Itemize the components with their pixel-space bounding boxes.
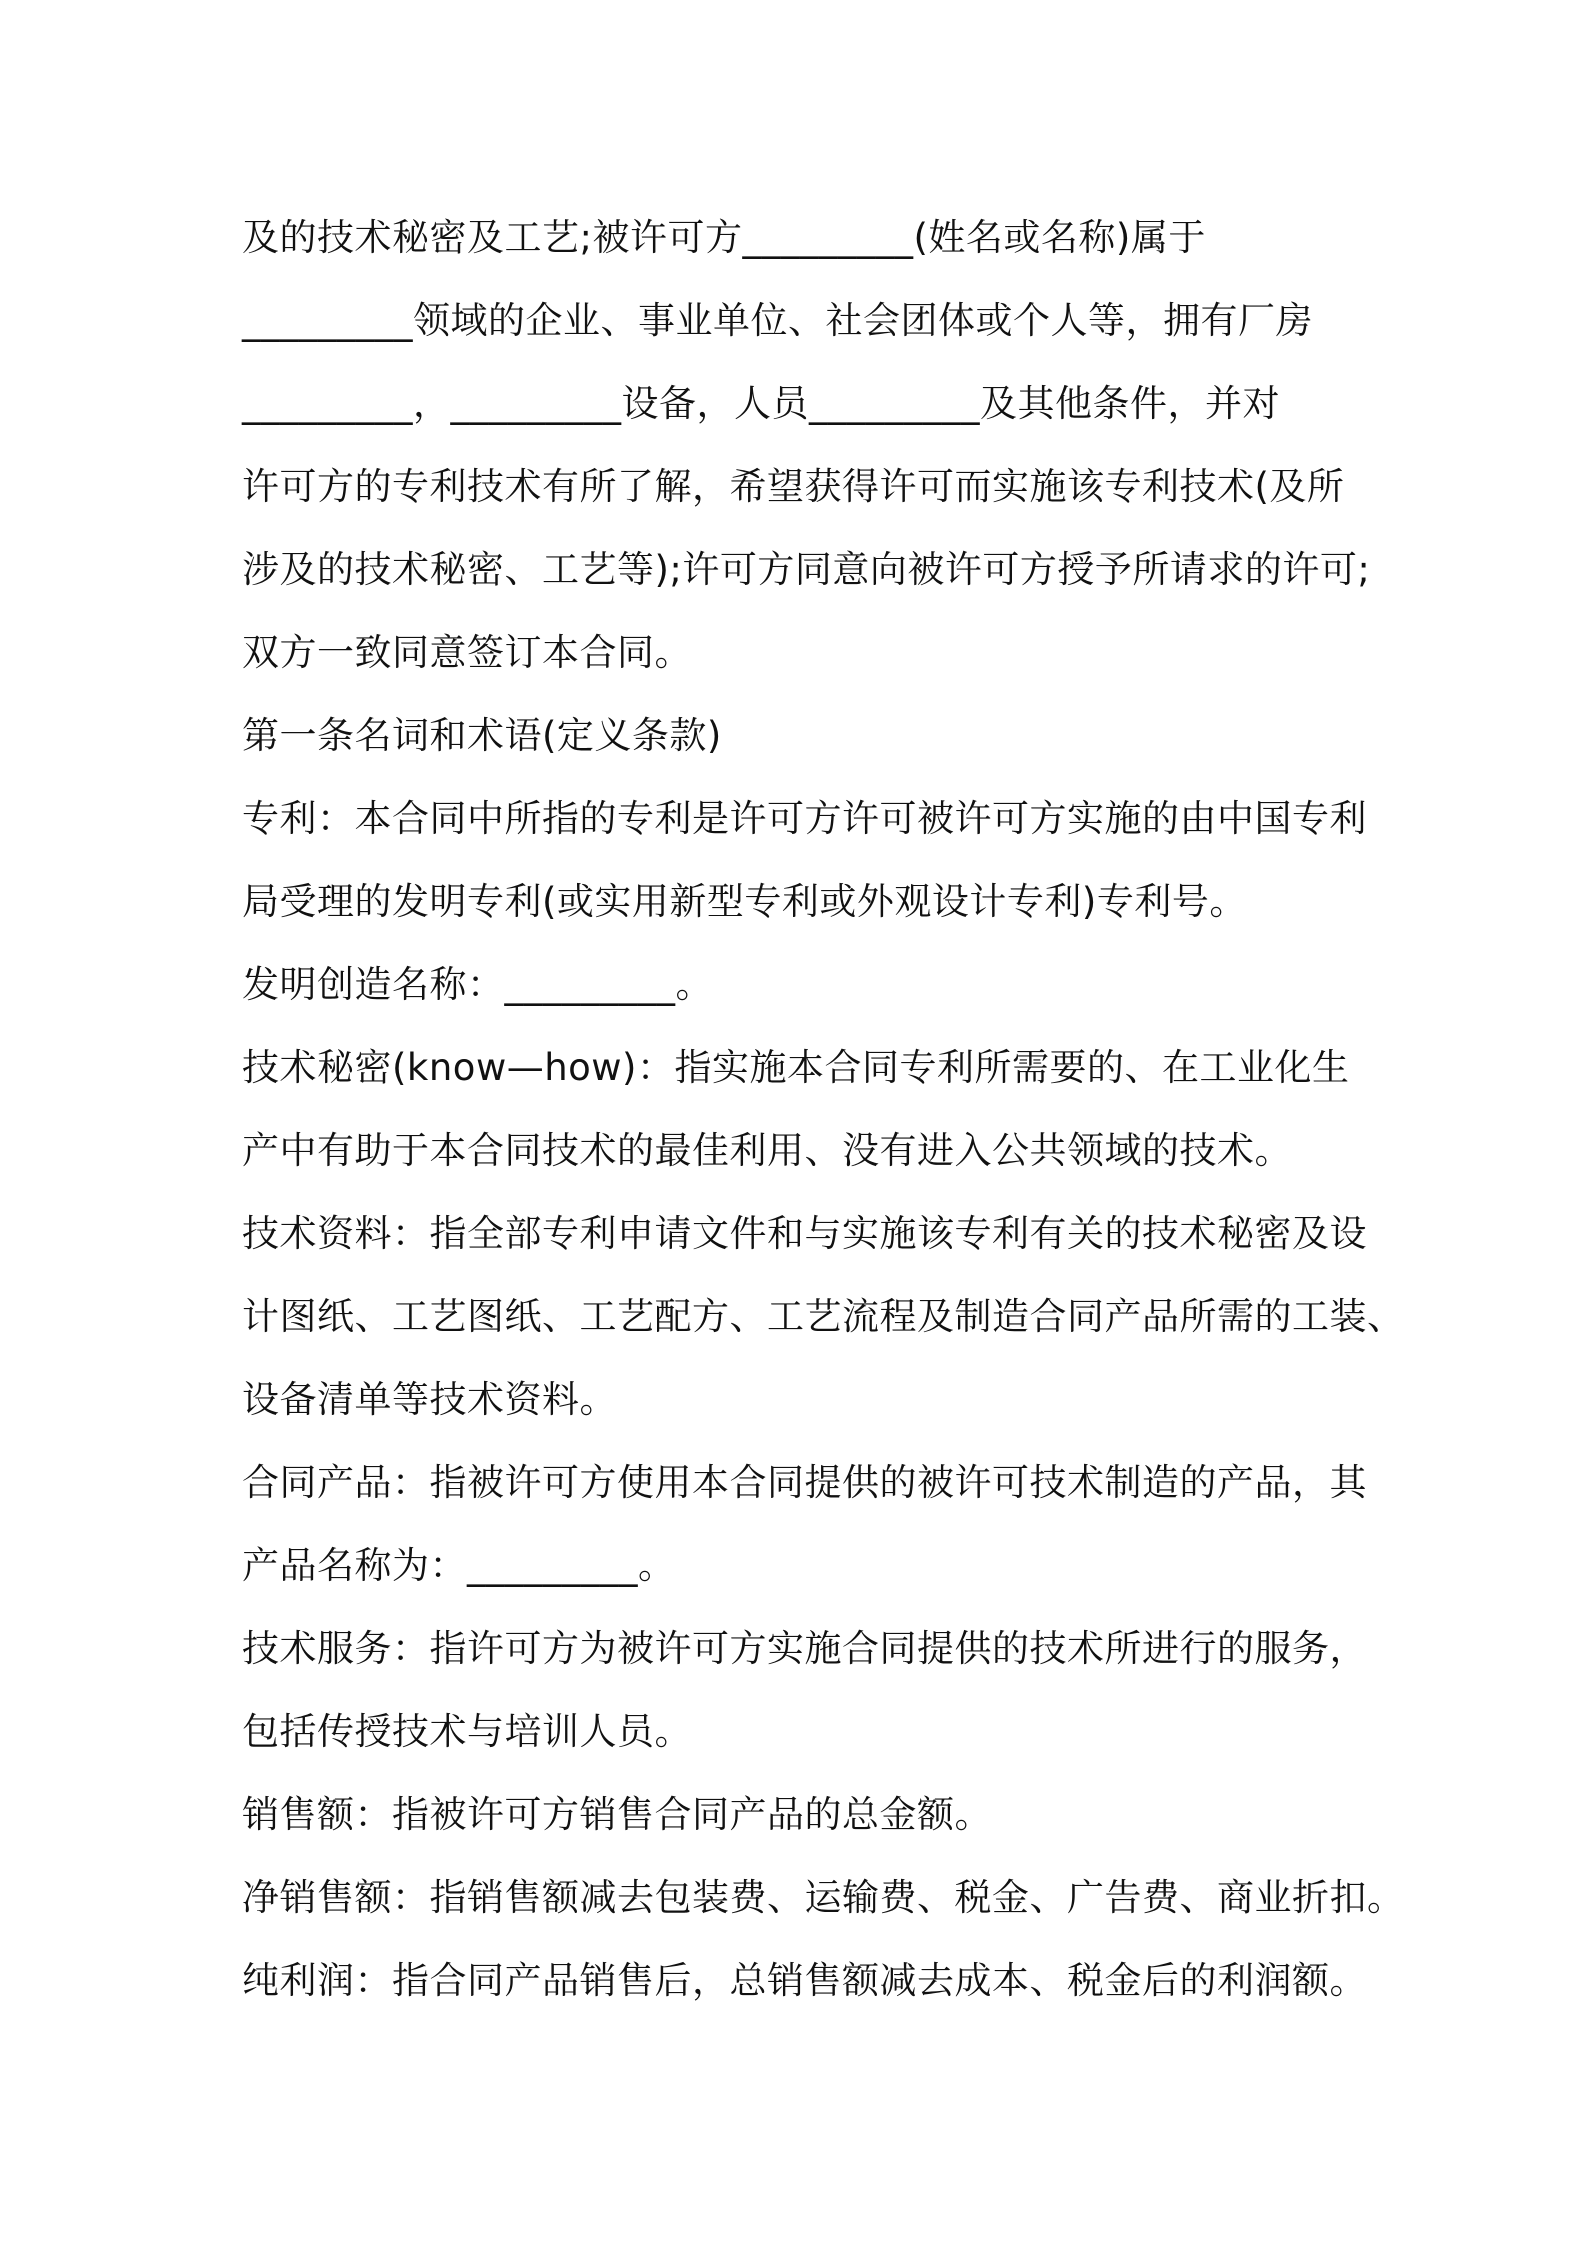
text-line: 产品名称为：_________。 bbox=[242, 1544, 676, 1587]
text-line: 双方一致同意签订本合同。 bbox=[242, 631, 692, 674]
text-line: 技术秘密(know—how)：指实施本合同专利所需要的、在工业化生 bbox=[242, 1046, 1350, 1089]
text-line: 发明创造名称：_________。 bbox=[242, 963, 713, 1006]
text-line: 计图纸、工艺图纸、工艺配方、工艺流程及制造合同产品所需的工装、 bbox=[242, 1295, 1405, 1338]
text-line: 涉及的技术秘密、工艺等);许可方同意向被许可方授予所请求的许可; bbox=[242, 548, 1371, 591]
text-line: 局受理的发明专利(或实用新型专利或外观设计专利)专利号。 bbox=[242, 880, 1247, 923]
text-line: 销售额：指被许可方销售合同产品的总金额。 bbox=[242, 1793, 992, 1836]
text-line: 技术资料：指全部专利申请文件和与实施该专利有关的技术秘密及设 bbox=[242, 1212, 1367, 1255]
text-line: 及的技术秘密及工艺;被许可方_________(姓名或名称)属于 bbox=[242, 216, 1206, 259]
text-line: 包括传授技术与培训人员。 bbox=[242, 1710, 692, 1753]
text-line: 设备清单等技术资料。 bbox=[242, 1378, 617, 1421]
text-line: 纯利润：指合同产品销售后，总销售额减去成本、税金后的利润额。 bbox=[242, 1959, 1367, 2002]
contract-text bbox=[242, 196, 1405, 2022]
text-line: 净销售额：指销售额减去包装费、运输费、税金、广告费、商业折扣。 bbox=[242, 1876, 1405, 1919]
text-line: 产中有助于本合同技术的最佳利用、没有进入公共领域的技术。 bbox=[242, 1129, 1292, 1172]
text-line: _________领域的企业、事业单位、社会团体或个人等，拥有厂房 bbox=[242, 299, 1313, 342]
text-line: 许可方的专利技术有所了解，希望获得许可而实施该专利技术(及所 bbox=[242, 465, 1345, 508]
section-heading: 第一条名词和术语(定义条款) bbox=[242, 714, 722, 757]
text-line: _________，_________设备，人员_________及其他条件，并对 bbox=[242, 382, 1280, 425]
text-line: 技术服务：指许可方为被许可方实施合同提供的技术所进行的服务， bbox=[242, 1627, 1367, 1670]
text-line: 专利：本合同中所指的专利是许可方许可被许可方实施的由中国专利 bbox=[242, 797, 1367, 840]
text-line: 合同产品：指被许可方使用本合同提供的被许可技术制造的产品，其 bbox=[242, 1461, 1367, 1504]
